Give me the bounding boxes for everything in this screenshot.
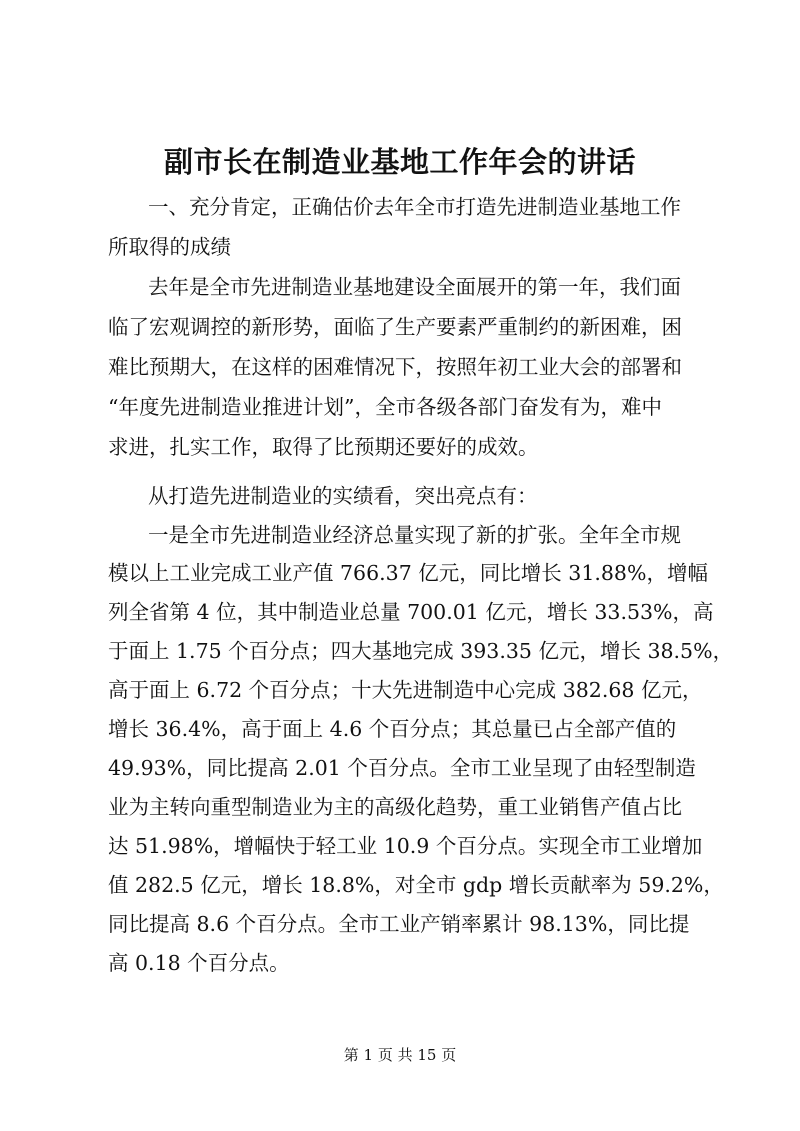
- paragraph-line: 临了宏观调控的新形势，面临了生产要素严重制约的新困难，困: [108, 315, 682, 339]
- paragraph-line: 求进，扎实工作，取得了比预期还要好的成效。: [108, 435, 539, 459]
- paragraph-line: 业为主转向重型制造业为主的高级化趋势，重工业销售产值占比: [108, 795, 682, 819]
- heading-line: 一、充分肯定，正确估价去年全市打造先进制造业基地工作: [148, 195, 681, 219]
- paragraph-line: 49.93%，同比提高 2.01 个百分点。全市工业呈现了由轻型制造: [108, 756, 696, 780]
- paragraph-line: 达 51.98%，增幅快于轻工业 10.9 个百分点。实现全市工业增加: [108, 834, 703, 858]
- paragraph-line: 高于面上 6.72 个百分点；十大先进制造中心完成 382.68 亿元，: [108, 678, 703, 702]
- paragraph-line: 难比预期大，在这样的困难情况下，按照年初工业大会的部署和: [108, 355, 682, 379]
- paragraph-line: 一是全市先进制造业经济总量实现了新的扩张。全年全市规: [148, 523, 681, 547]
- page-number-footer: 第 1 页 共 15 页: [343, 1046, 457, 1064]
- heading-line: 所取得的成绩: [108, 235, 231, 259]
- document-title: 副市长在制造业基地工作年会的讲话: [163, 145, 636, 179]
- paragraph-line: 于面上 1.75 个百分点；四大基地完成 393.35 亿元，增长 38.5%，: [108, 639, 734, 663]
- paragraph-line: 列全省第 4 位，其中制造业总量 700.01 亿元，增长 33.53%，高: [108, 600, 714, 624]
- paragraph-line: 从打造先进制造业的实绩看，突出亮点有：: [148, 484, 538, 508]
- paragraph-line: 值 282.5 亿元，增长 18.8%，对全市 gdp 增长贡献率为 59.2%，: [108, 873, 724, 897]
- paragraph-line: 去年是全市先进制造业基地建设全面展开的第一年，我们面: [148, 275, 681, 299]
- paragraph-line: 同比提高 8.6 个百分点。全市工业产销率累计 98.13%，同比提: [108, 912, 690, 936]
- paragraph-line: “年度先进制造业推进计划”，全市各级各部门奋发有为，难中: [108, 395, 662, 419]
- paragraph-line: 高 0.18 个百分点。: [108, 951, 290, 975]
- paragraph-line: 增长 36.4%，高于面上 4.6 个百分点；其总量已占全部产值的: [108, 717, 677, 741]
- paragraph-line: 模以上工业完成工业产值 766.37 亿元，同比增长 31.88%，增幅: [108, 561, 708, 585]
